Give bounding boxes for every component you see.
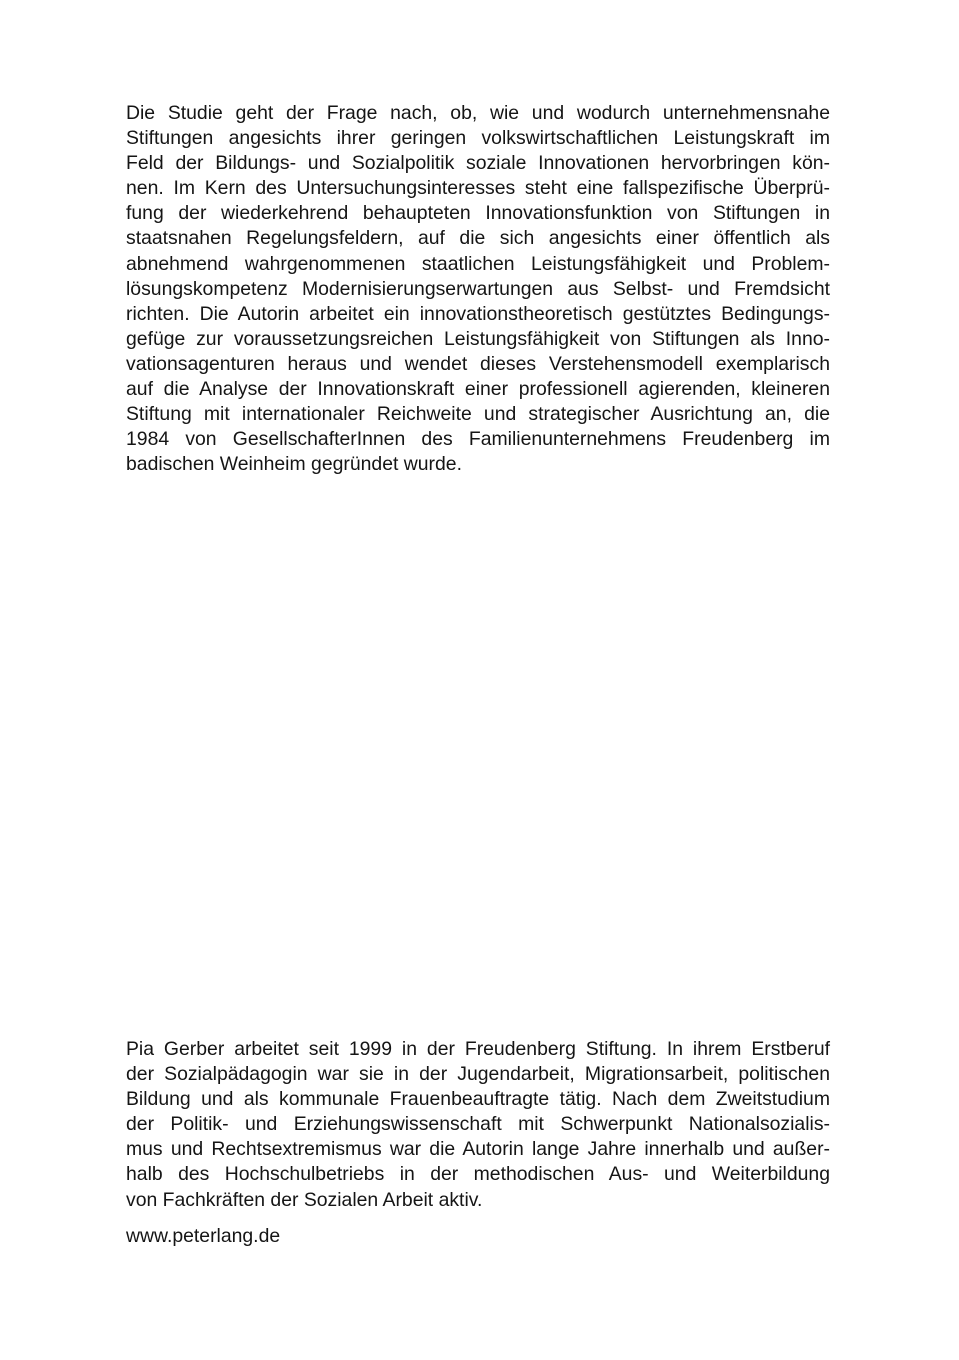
abstract-line: richten. Die Autorin arbeitet ein innovationstheoretisch gestütztes Bedingungs- [126,302,830,325]
abstract-line: lösungskompetenz Modernisierungserwartungen aus Selbst- und Fremdsicht [126,277,830,300]
bio-line: mus und Rechtsextremismus war die Autorin lange Jahre innerhalb und außer- [126,1138,830,1161]
author-bio [126,1037,830,1213]
bio-line: der Politik- und Erziehungswissenschaft mit Schwerpunkt Nationalsozialis- [126,1113,830,1136]
bio-line: halb des Hochschulbetriebs in der methodischen Aus- und Weiterbildung [126,1163,830,1186]
bio-line: Pia Gerber arbeitet seit 1999 in der Freudenberg Stiftung. In ihrem Erstberuf [126,1038,830,1060]
abstract-line: auf die Analyse der Innovationskraft einer professionell agierenden, kleineren [126,378,830,401]
publisher-url: www.peterlang.de [126,1225,281,1247]
book-abstract [126,101,830,477]
abstract-line: fung der wiederkehrend behaupteten Innovationsfunktion von Stiftungen in [126,202,830,225]
abstract-line: nen. Im Kern des Untersuchungsinteresses steht eine fallspezifische Überprü- [126,177,830,200]
abstract-line: abnehmend wahrgenommenen staatlichen Leistungsfähigkeit und Problem- [126,252,830,275]
abstract-line: vationsagenturen heraus und wendet dieses Verstehensmodell exemplarisch [126,352,830,375]
abstract-line: 1984 von GesellschafterInnen des Familienunternehmens Freudenberg im [126,428,830,451]
bio-line: der Sozialpädagogin war sie in der Jugendarbeit, Migrationsarbeit, politischen [126,1063,830,1086]
abstract-line: badischen Weinheim gegründet wurde. [126,453,462,476]
abstract-line: Die Studie geht der Frage nach, ob, wie und wodurch unternehmensnahe [126,102,830,124]
abstract-line: staatsnahen Regelungsfeldern, auf die sich angesichts einer öffentlich als [126,227,830,250]
bio-line: von Fachkräften der Sozialen Arbeit aktiv. [126,1188,483,1211]
bio-line: Bildung und als kommunale Frauenbeauftragte tätig. Nach dem Zweitstudium [126,1088,830,1111]
abstract-line: gefüge zur voraussetzungsreichen Leistungsfähigkeit von Stiftungen als Inno- [126,327,830,350]
abstract-line: Stiftung mit internationaler Reichweite und strategischer Ausrichtung an, die [126,403,830,426]
abstract-line: Feld der Bildungs- und Sozialpolitik soziale Innovationen hervorbringen kön- [126,152,830,175]
abstract-line: Stiftungen angesichts ihrer geringen volkswirtschaftlichen Leistungskraft im [126,127,830,150]
